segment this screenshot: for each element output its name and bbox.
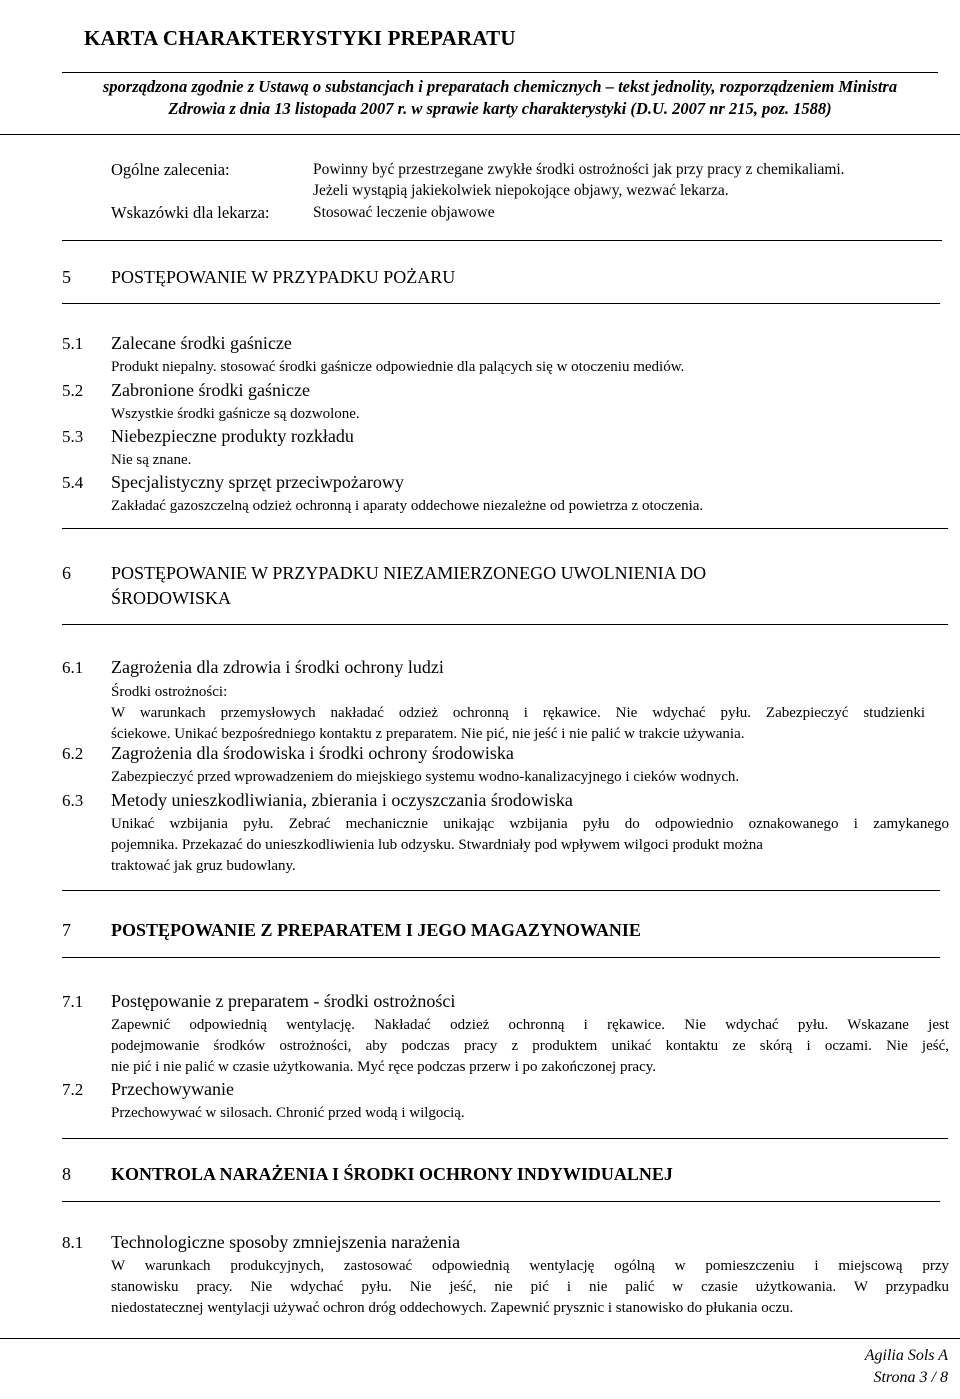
general-advice-label: Ogólne zalecenia: [111, 160, 230, 179]
subtitle-line-1: sporządzona zgodnie z Ustawą o substancjach i preparatach chemicznych – tekst jednolity, rozporządzeniem Ministra [102, 77, 898, 96]
separator [62, 890, 940, 891]
section-5-2-number: 5.2 [62, 381, 84, 400]
section-6-3-number: 6.3 [62, 791, 84, 810]
section-5-3-text: Nie są znane. [111, 452, 192, 468]
section-7-2-title: Przechowywanie [111, 1079, 234, 1099]
footer-company: Agilia Sols A [864, 1347, 948, 1364]
subtitle-line-2: Zdrowia z dnia 13 listopada 2007 r. w sprawie karty charakterystyki (D.U. 2007 nr 215, poz. 1588) [168, 99, 832, 118]
section-5-2-title: Zabronione środki gaśnicze [111, 380, 310, 400]
section-8-title: KONTROLA NARAŻENIA I ŚRODKI OCHRONY INDYWIDUALNEJ [111, 1164, 673, 1184]
section-6-3-text-2: pojemnika. Przekazać do unieszkodliwienia lub odzysku. Stwardniały pod wpływem wilgoci produkt można [111, 837, 763, 853]
section-8-1-number: 8.1 [62, 1233, 84, 1252]
doctor-advice-text: Stosować leczenie objawowe [313, 204, 495, 221]
section-5-4-title: Specjalistyczny sprzęt przeciwpożarowy [111, 472, 404, 492]
separator [62, 303, 940, 304]
section-7-1-title: Postępowanie z preparatem - środki ostrożności [111, 991, 456, 1011]
section-6-3-title: Metody unieszkodliwiania, zbierania i oczyszczania środowiska [111, 790, 573, 810]
section-8-number: 8 [62, 1164, 71, 1184]
section-5-1-title: Zalecane środki gaśnicze [111, 333, 292, 353]
document-subtitle [70, 76, 930, 120]
section-8-1-title: Technologiczne sposoby zmniejszenia narażenia [111, 1232, 461, 1252]
separator [62, 240, 942, 241]
section-7-1-text-3: nie pić i nie palić w czasie użytkowania. Myć ręce podczas przerw i po zakończonej pracy. [111, 1059, 657, 1075]
section-5-1-number: 5.1 [62, 334, 84, 353]
section-6-3-text-3: traktować jak gruz budowlany. [111, 858, 296, 874]
section-6-1-text-1: W warunkach przemysłowych nakładać odzież ochronną i rękawice. Nie wdychać pyłu. Zabezpieczyć studzienki [111, 705, 925, 721]
section-5-4-text: Zakładać gazoszczelną odzież ochronną i aparaty oddechowe niezależne od powietrza z otoczenia. [111, 498, 704, 514]
section-6-3-text-1: Unikać wzbijania pyłu. Zebrać mechanicznie unikając wzbijania pyłu do odpowiednio oznakowanego i zamykanego [111, 816, 949, 832]
separator [62, 957, 940, 958]
section-6-1-text-2: ściekowe. Unikać bezpośredniego kontaktu z preparatem. Nie pić, nie jeść i nie palić w trakcie używania. [111, 726, 745, 742]
footer-divider [0, 1338, 960, 1339]
section-7-2-text: Przechowywać w silosach. Chronić przed wodą i wilgocią. [111, 1105, 465, 1121]
header-divider [0, 134, 960, 135]
section-6-title-2: ŚRODOWISKA [111, 588, 232, 608]
section-6-1-number: 6.1 [62, 658, 84, 677]
section-6-1-label: Środki ostrożności: [111, 684, 228, 700]
section-5-1-text: Produkt niepalny. stosować środki gaśnicze odpowiednie dla palących się w otoczeniu mediów. [111, 359, 685, 375]
section-6-title-1: POSTĘPOWANIE W PRZYPADKU NIEZAMIERZONEGO UWOLNIENIA DO [111, 563, 707, 583]
separator [62, 1201, 940, 1202]
section-5-4-number: 5.4 [62, 473, 84, 492]
section-6-1-title: Zagrożenia dla zdrowia i środki ochrony ludzi [111, 657, 444, 677]
section-5-2-text: Wszystkie środki gaśnicze są dozwolone. [111, 406, 360, 422]
section-5-3-number: 5.3 [62, 427, 84, 446]
section-6-number: 6 [62, 563, 71, 583]
section-6-2-title: Zagrożenia dla środowiska i środki ochrony środowiska [111, 743, 514, 763]
document-title: KARTA CHARAKTERYSTYKI PREPARATU [84, 26, 516, 50]
section-6-2-number: 6.2 [62, 744, 84, 763]
section-8-1-text-3: niedostatecznej wentylacji używać ochron dróg oddechowych. Zapewnić prysznic i stanowisko do płukania oczu. [111, 1300, 794, 1316]
header-rule [62, 72, 938, 73]
section-8-1-text-1: W warunkach produkcyjnych, zastosować odpowiednią wentylację ogólną w pomieszczeniu i miejscową przy [111, 1258, 949, 1274]
section-7-1-text-2: podejmowanie środków ostrożności, aby podczas pracy z produktem unikać kontaktu ze skórą i oczami. Nie jeść, [111, 1038, 949, 1054]
section-7-1-number: 7.1 [62, 992, 84, 1011]
separator [62, 1138, 948, 1139]
separator [62, 624, 948, 625]
general-advice-text-1: Powinny być przestrzegane zwykłe środki ostrożności jak przy pracy z chemikaliami. [313, 161, 845, 178]
footer-page-number: Strona 3 / 8 [873, 1369, 948, 1386]
section-8-1-text-2: stanowisku pracy. Nie wdychać pyłu. Nie jeść, nie pić i nie palić w czasie użytkowania. W przypadku [111, 1279, 949, 1295]
separator [62, 528, 948, 529]
section-7-2-number: 7.2 [62, 1080, 84, 1099]
section-7-number: 7 [62, 920, 71, 940]
section-6-2-text: Zabezpieczyć przed wprowadzeniem do miejskiego systemu wodno-kanalizacyjnego i cieków wodnych. [111, 769, 740, 785]
section-5-3-title: Niebezpieczne produkty rozkładu [111, 426, 354, 446]
general-advice-text-2: Jeżeli wystąpią jakiekolwiek niepokojące objawy, wezwać lekarza. [313, 182, 729, 199]
doctor-advice-label: Wskazówki dla lekarza: [111, 203, 270, 222]
section-7-title: POSTĘPOWANIE Z PREPARATEM I JEGO MAGAZYNOWANIE [111, 920, 641, 940]
section-7-1-text-1: Zapewnić odpowiednią wentylację. Nakładać odzież ochronną i rękawice. Nie wdychać pyłu. Wskazane jest [111, 1017, 949, 1033]
section-5-number: 5 [62, 267, 71, 287]
section-5-title: POSTĘPOWANIE W PRZYPADKU POŻARU [111, 267, 456, 287]
